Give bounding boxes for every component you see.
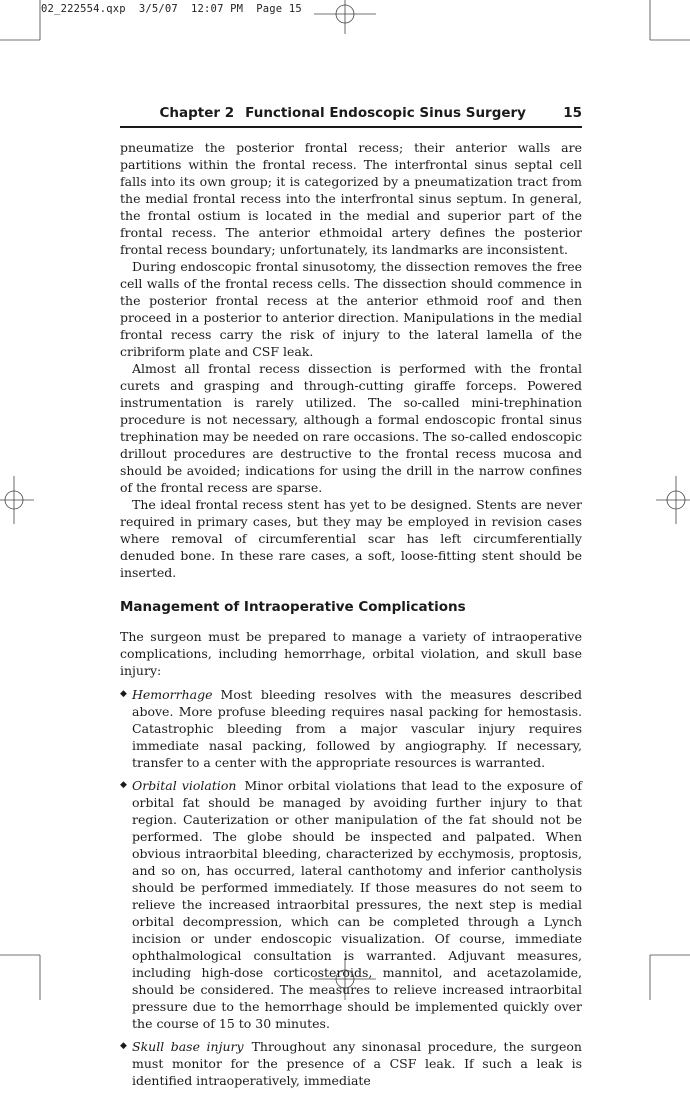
registration-mark-right	[656, 476, 690, 524]
complications-list	[120, 686, 582, 1089]
chapter-title: Functional Endoscopic Sinus Surgery	[245, 105, 526, 121]
diamond-bullet-icon: ◆	[120, 780, 127, 790]
list-item-term: Orbital violation	[132, 778, 237, 793]
list-item-text: Minor orbital violations that lead to the exposure of orbital fat should be managed by avoiding further injury to that region. Cauterization or other manipulation of the fat should not be performed. The globe should be inspected and palpated. When obvious intraorbital bleeding, characterized by ecchymosis, proptosis, and so on, has occurred, lateral canthotomy and inferior cantholysis should be performed immediately. If those measures do not seem to relieve the increased intraorbital pressures, the next step is medial orbital decompression, which can be completed through a Lynch incision or under endoscopic visualization. Of course, immediate ophthalmological consultation is warranted. Adjuvant measures, including high-dose corticosteroids, mannitol, and acetazolamide, should be considered. The measures to relieve increased intraorbital pressure due to the hemorrhage should be implemented quickly over the course of 15 to 30 minutes.	[132, 778, 582, 1031]
running-head-title-group	[160, 105, 527, 121]
running-head	[120, 105, 582, 125]
list-item-text: Throughout any sinonasal procedure, the surgeon must monitor for the presence of a CSF leak. If such a leak is identified intraoperatively, immediate	[132, 1039, 582, 1088]
list-item-orbital-violation	[120, 777, 582, 1032]
body-text	[120, 139, 582, 1095]
list-item-skull-base-injury	[120, 1038, 582, 1089]
paragraph: During endoscopic frontal sinusotomy, the dissection removes the free cell walls of the frontal recess cells. The dissection should commence in the posterior frontal recess at the anterior ethmoid roof and then proceed in a posterior to anterior direction. Manipulations in the medial frontal recess carry the risk of injury to the lateral lamella of the cribriform plate and CSF leak.	[120, 259, 582, 359]
list-item-term: Hemorrhage	[132, 687, 213, 702]
list-item-text: Most bleeding resolves with the measures described above. More profuse bleeding requires nasal packing for hemostasis. Catastrophic bleeding from a major vascular injury requires immediate nasal packing, followed by angiography. If necessary, transfer to a center with the appropriate resources is warranted.	[132, 687, 582, 770]
chapter-label: Chapter 2	[159, 105, 235, 121]
section-intro: The surgeon must be prepared to manage a variety of intraoperative complications, including hemorrhage, orbital violation, and skull base injury:	[120, 629, 582, 678]
paragraph: Almost all frontal recess dissection is performed with the frontal curets and grasping and through-cutting giraffe forceps. Powered instrumentation is rarely utilized. The so-called mini-trephination procedure is not necessary, although a formal endoscopic frontal sinus trephination may be needed on rare occasions. The so-called endoscopic drillout procedures are destructive to the frontal recess mucosa and should be avoided; indications for using the drill in the narrow confines of the frontal recess are sparse.	[120, 361, 582, 495]
paragraph: pneumatize the posterior frontal recess; their anterior walls are partitions within the frontal recess. The interfrontal sinus septal cell falls into its own group; it is categorized by a pneumatization tract from the medial frontal recess into the interfrontal sinus septum. In general, the frontal ostium is located in the medial and superior part of the frontal recess. The anterior ethmoidal artery defines the posterior frontal recess boundary; unfortunately, its landmarks are inconsistent.	[120, 140, 582, 257]
header-rule	[120, 126, 582, 128]
diamond-bullet-icon: ◆	[120, 1041, 127, 1051]
registration-mark-top	[314, 0, 376, 34]
registration-mark-left	[0, 476, 34, 524]
diamond-bullet-icon: ◆	[120, 689, 127, 699]
paragraph: The ideal frontal recess stent has yet to be designed. Stents are never required in primary cases, but they may be employed in revision cases where removal of circumferential scar has left circumferentially denuded bone. In these rare cases, a soft, loose-fitting stent should be inserted.	[120, 497, 582, 580]
list-item-hemorrhage	[120, 686, 582, 771]
section-heading: Management of Intraoperative Complications	[120, 599, 466, 615]
page-number: 15	[563, 105, 582, 121]
print-slug: 02_222554.qxp 3/5/07 12:07 PM Page 15	[41, 3, 302, 15]
list-item-term: Skull base injury	[132, 1039, 244, 1054]
